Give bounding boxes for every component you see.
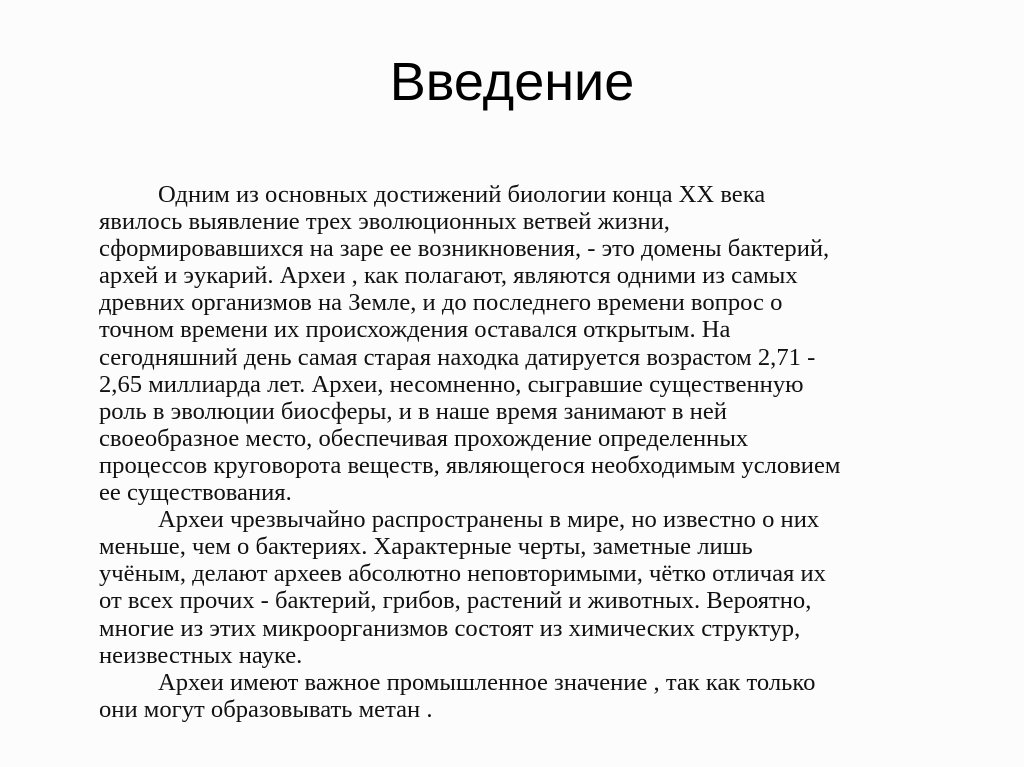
text-line: от всех прочих - бактерий, грибов, растений и животных. Вероятно, (99, 587, 812, 615)
text-line: Археи имеют важное промышленное значение , так как только (158, 668, 816, 696)
paragraph-3 (99, 669, 964, 723)
text-line: учёным, делают археев абсолютно неповторимыми, чётко отличая их (99, 560, 826, 588)
text-line: роль в эволюции биосферы, и в наше время занимают в ней (99, 397, 727, 425)
text-line: Археи чрезвычайно распространены в мире, но известно о них (158, 506, 820, 534)
text-line: Одним из основных достижений биологии конца XX века (158, 181, 766, 208)
text-line: точном времени их происхождения оставался открытым. На (99, 316, 731, 344)
text-line: явилось выявление трех эволюционных ветвей жизни, (99, 208, 670, 236)
text-line: многие из этих микроорганизмов состоят из химических структур, (99, 614, 801, 642)
text-line: сегодняшний день самая старая находка датируется возрастом 2,71 - (99, 343, 816, 371)
paragraph-1 (99, 181, 964, 506)
text-line: неизвестных науке. (99, 641, 303, 669)
text-line: своеобразное место, обеспечивая прохождение определенных (99, 424, 749, 452)
slide-body (99, 181, 964, 723)
text-line: процессов круговорота веществ, являющегося необходимым условием (99, 451, 841, 479)
text-line: сформировавшихся на заре ее возникновения, - это домены бактерий, (99, 235, 830, 263)
paragraph-2 (99, 506, 964, 669)
text-line: меньше, чем о бактериях. Характерные черты, заметные лишь (99, 533, 753, 561)
text-line: ее существования. (99, 479, 292, 507)
slide-title: Введение (389, 52, 635, 112)
text-line: 2,65 миллиарда лет. Археи, несомненно, сыгравшие существенную (99, 370, 804, 398)
text-line: они могут образовывать метан . (99, 695, 433, 723)
text-line: древних организмов на Земле, и до последнего времени вопрос о (99, 289, 783, 317)
text-line: архей и эукарий. Археи , как полагают, являются одними из самых (99, 262, 798, 290)
